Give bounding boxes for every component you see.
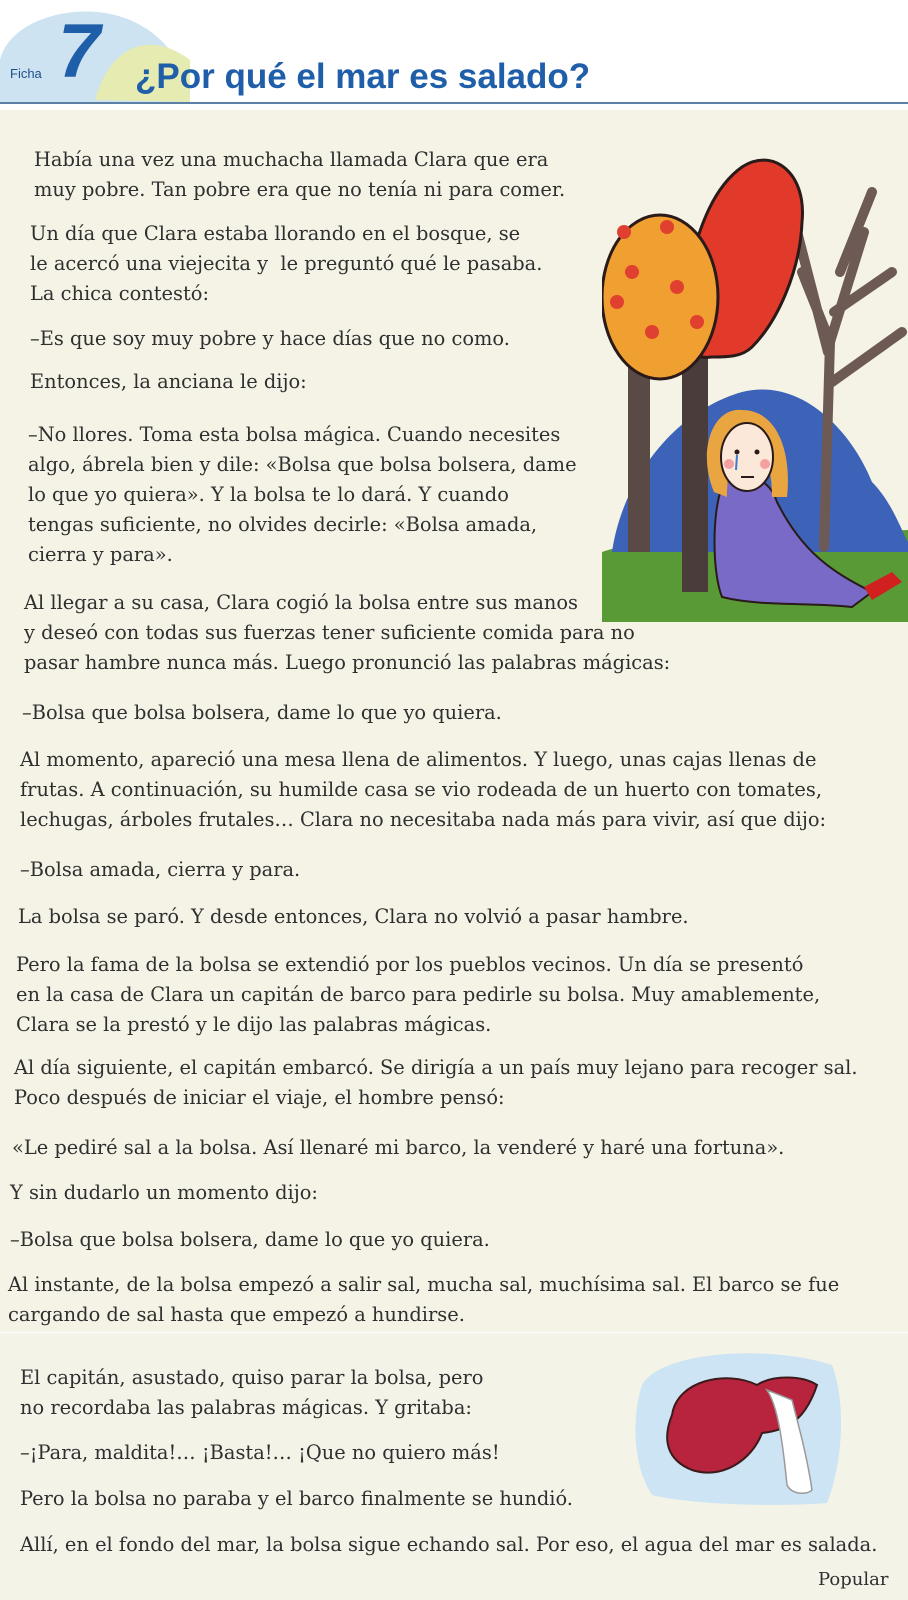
story-paragraph-4: Entonces, la anciana le dijo: bbox=[30, 370, 307, 393]
story-paragraph-7: –Bolsa que bolsa bolsera, dame lo que yo quiera. bbox=[22, 701, 502, 724]
girl-under-trees-illustration bbox=[602, 152, 908, 622]
story-paragraph-12: Al día siguiente, el capitán embarcó. Se dirigía a un país muy lejano para recoger sal. Poco después de iniciar el viaje, el hombre pensó: bbox=[14, 1056, 858, 1109]
page-title: ¿Por qué el mar es salado? bbox=[135, 57, 591, 96]
story-paragraph-6: Al llegar a su casa, Clara cogió la bolsa entre sus manos y deseó con todas sus fuerzas tener suficiente comida para no pasar hambre nunca más. Luego pronunció las palabras mágicas: bbox=[24, 591, 671, 674]
story-paragraph-13: «Le pediré sal a la bolsa. Así llenaré mi barco, la venderé y haré una fortuna». bbox=[12, 1136, 785, 1159]
story-paragraph-18: –¡Para, maldita!… ¡Basta!… ¡Que no quiero más! bbox=[20, 1441, 500, 1464]
story-paragraph-1: Había una vez una muchacha llamada Clara que era muy pobre. Tan pobre era que no tenía ni para comer. bbox=[34, 148, 566, 201]
story-paragraph-17: El capitán, asustado, quiso parar la bolsa, pero no recordaba las palabras mágicas. Y gritaba: bbox=[20, 1366, 484, 1419]
story-paragraph-8: Al momento, apareció una mesa llena de alimentos. Y luego, unas cajas llenas de frutas. A continuación, su humilde casa se vio rodeada de un huerto con tomates, lechugas, árboles frutales… Clara no necesitaba nada más para vivir, así que dijo: bbox=[20, 748, 827, 831]
story-paragraph-9: –Bolsa amada, cierra y para. bbox=[20, 858, 301, 881]
magic-bag-illustration bbox=[632, 1345, 850, 1507]
story-paragraph-16: Al instante, de la bolsa empezó a salir sal, mucha sal, muchísima sal. El barco se fue cargando de sal hasta que empezó a hundirse. bbox=[8, 1273, 840, 1326]
ficha-label: Ficha bbox=[10, 66, 42, 81]
story-paragraph-5: –No llores. Toma esta bolsa mágica. Cuando necesites algo, ábrela bien y dile: «Bolsa que bolsa bolsera, dame lo que yo quiera». Y la bolsa te lo dará. Y cuando tengas suficiente, no olvides decirle: «Bolsa amada, cierra y para». bbox=[28, 423, 577, 566]
story-source: Popular bbox=[818, 1569, 889, 1590]
story-paragraph-15: –Bolsa que bolsa bolsera, dame lo que yo quiera. bbox=[10, 1228, 490, 1251]
story-paragraph-11: Pero la fama de la bolsa se extendió por los pueblos vecinos. Un día se presentó en la casa de Clara un capitán de barco para pedirle su bolsa. Muy amablemente, Clara se la prestó y le dijo las palabras mágicas. bbox=[16, 953, 821, 1036]
story-paragraph-20: Allí, en el fondo del mar, la bolsa sigue echando sal. Por eso, el agua del mar es salada. bbox=[20, 1533, 878, 1556]
story-paragraph-10: La bolsa se paró. Y desde entonces, Clara no volvió a pasar hambre. bbox=[18, 905, 689, 928]
story-paragraph-14: Y sin dudarlo un momento dijo: bbox=[10, 1181, 318, 1204]
header bbox=[0, 0, 908, 108]
header-divider bbox=[0, 102, 908, 104]
story-paragraph-3: –Es que soy muy pobre y hace días que no como. bbox=[30, 327, 510, 350]
story-paragraph-2: Un día que Clara estaba llorando en el bosque, se le acercó una viejecita y le preguntó qué le pasaba. La chica contestó: bbox=[30, 222, 543, 305]
ficha-number: 7 bbox=[58, 9, 101, 94]
story-paragraph-19: Pero la bolsa no paraba y el barco finalmente se hundió. bbox=[20, 1487, 573, 1510]
